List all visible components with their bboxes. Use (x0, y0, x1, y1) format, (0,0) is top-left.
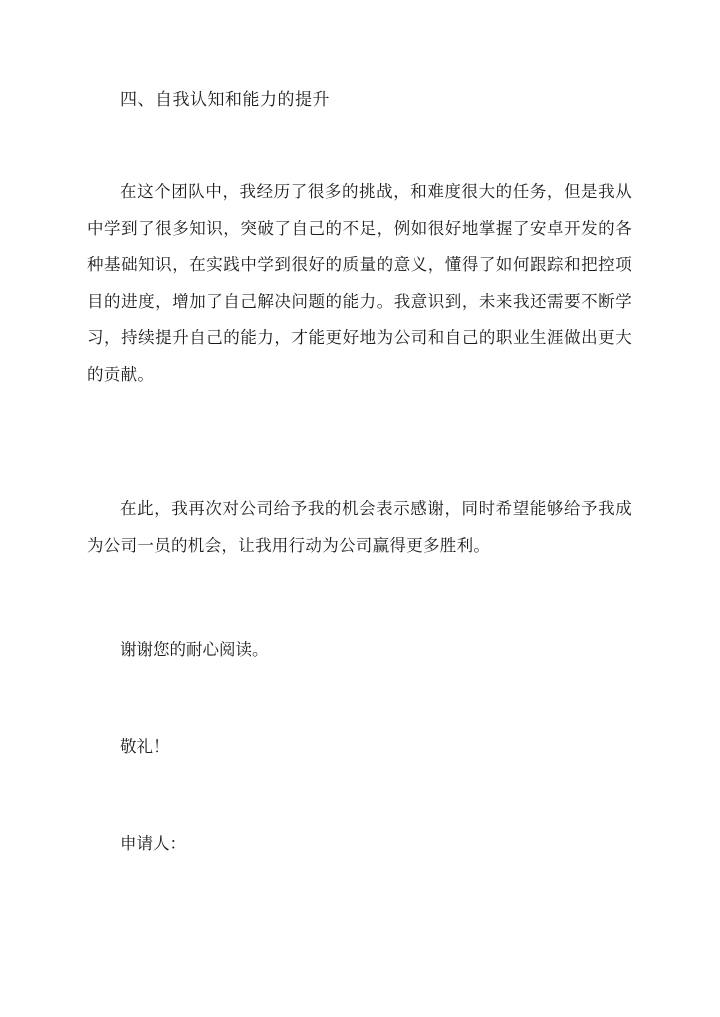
salutation: 敬礼！ (120, 737, 170, 756)
applicant-label: 申请人： (120, 834, 186, 853)
closing-thanks: 谢谢您的耐心阅读。 (120, 640, 269, 659)
body-paragraph: 在此，我再次对公司给予我的机会表示感谢，同时希望能够给予我成为公司一员的机会，让我用行动为公司赢得更多胜利。 (87, 499, 632, 555)
section-heading: 四、自我认知和能力的提升 (120, 90, 330, 110)
body-paragraph: 在这个团队中，我经历了很多的挑战，和难度很大的任务，但是我从中学到了很多知识，突破了自己的不足，例如很好地掌握了安卓开发的各种基础知识，在实践中学到很好的质量的意义，懂得了如何跟踪和把控项目的进度，增加了自己解决问题的能力。我意识到，未来我还需要不断学习，持续提升自己的能力，才能更好地为公司和自己的职业生涯做出更大的贡献。 (87, 182, 632, 384)
